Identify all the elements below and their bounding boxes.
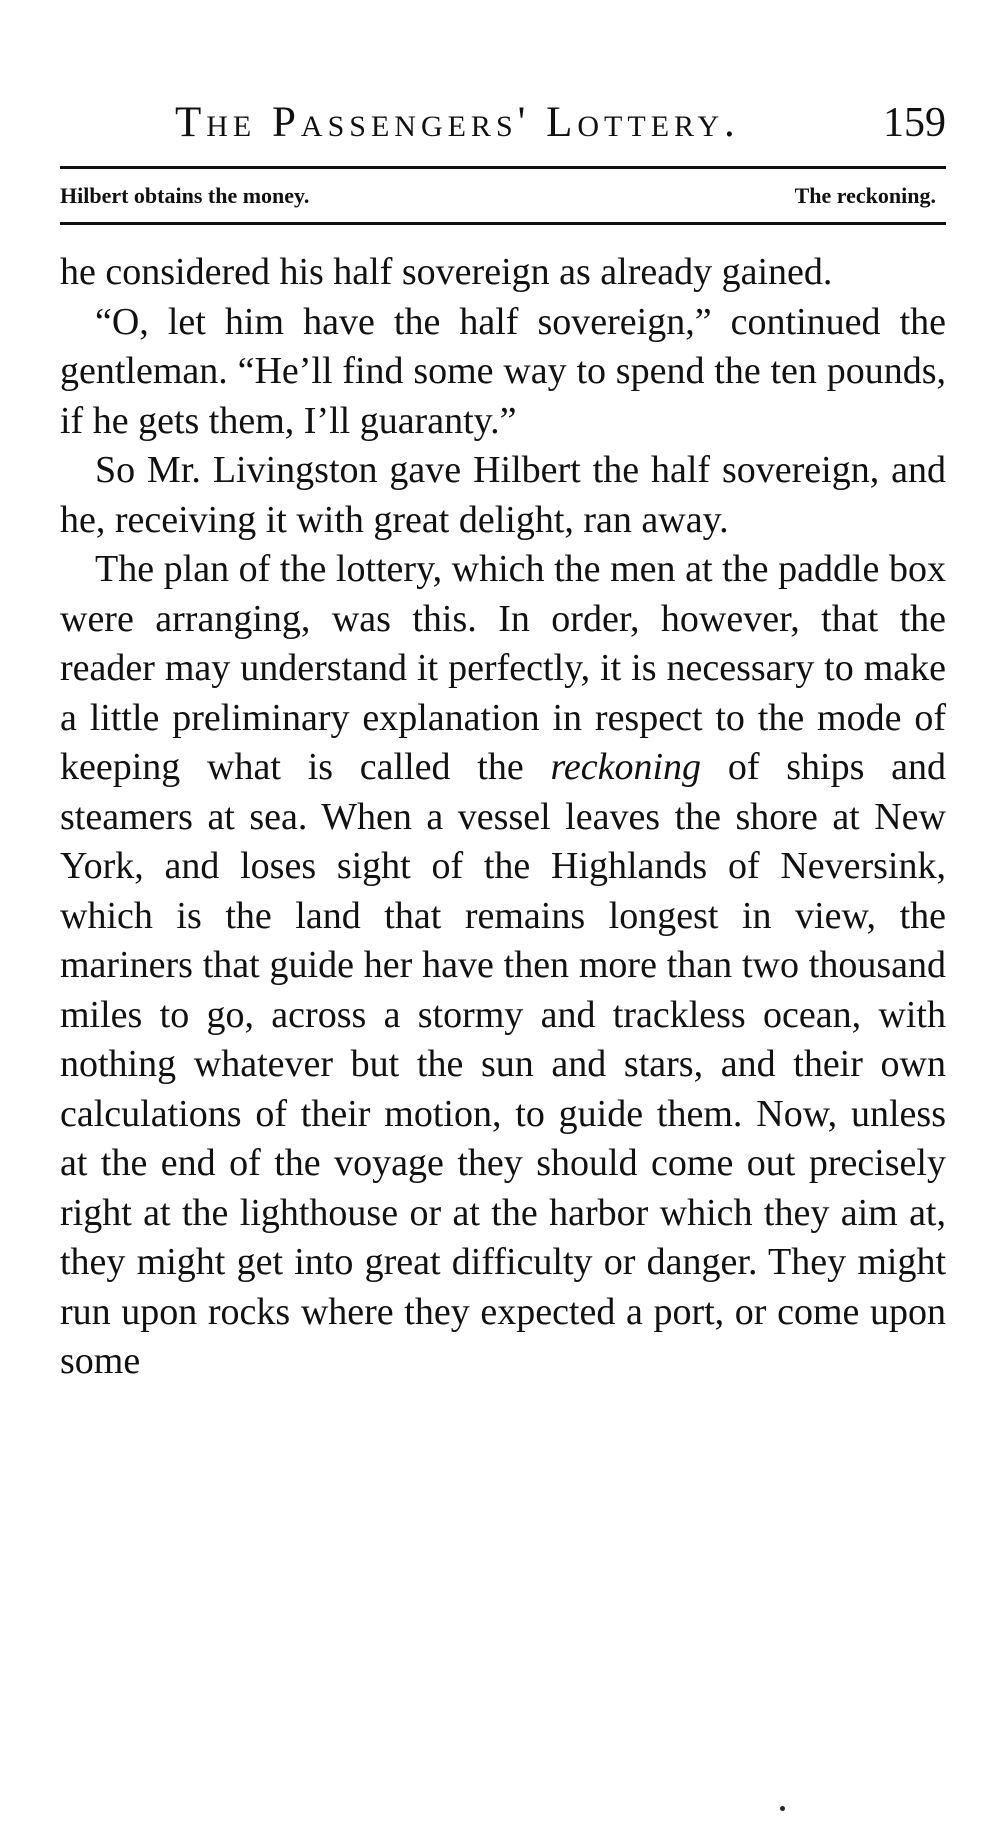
side-heading-right: The reckoning. — [794, 183, 936, 208]
side-headings — [60, 176, 946, 216]
running-title: The Passengers' Lottery. — [175, 99, 740, 146]
paragraph-3: So Mr. Livingston gave Hilbert the half sovereign, and he, receiving it with great delight, ran away. — [60, 449, 946, 541]
page-mark — [780, 1806, 785, 1811]
header-rule-bottom — [60, 222, 946, 225]
running-head — [60, 98, 946, 148]
paragraph-2: “O, let him have the half sovereign,” continued the gentleman. “He’ll find some way to spend the ten pounds, if he gets them, I’ll guaranty.” — [60, 300, 946, 442]
body-text — [60, 248, 946, 1387]
reckoning-emphasis: reckoning — [550, 746, 702, 788]
paragraph-1: he considered his half sovereign as already gained. — [60, 251, 833, 293]
paragraph-4-text-start: The plan of the lottery, which the men at the paddle box were arranging, was this. In order, however, that the reader may understand it perfectly, it is necessary to make a little preliminary explanation in respect to the mode of keeping what is called the — [60, 548, 946, 788]
paragraph-4-text-end: of ships and steamers at sea. When a vessel leaves the shore at New York, and loses sight of the Highlands of Neversink, which is the land that remains longest in view, the mariners that guide her have then more than two thousand miles to go, across a stormy and trackless ocean, with nothing whatever but the sun and stars, and their own calculations of their motion, to guide them. Now, unless at the end of the voyage they should come out precisely right at the lighthouse or at the harbor which they aim at, they might get into great difficulty or danger. They might run upon rocks where they expected a port, or come upon some — [60, 746, 947, 1382]
paragraph-4 — [60, 545, 946, 1387]
header-rule-top — [60, 166, 946, 169]
side-heading-left: Hilbert obtains the money. — [60, 183, 310, 208]
page-number: 159 — [883, 100, 946, 146]
